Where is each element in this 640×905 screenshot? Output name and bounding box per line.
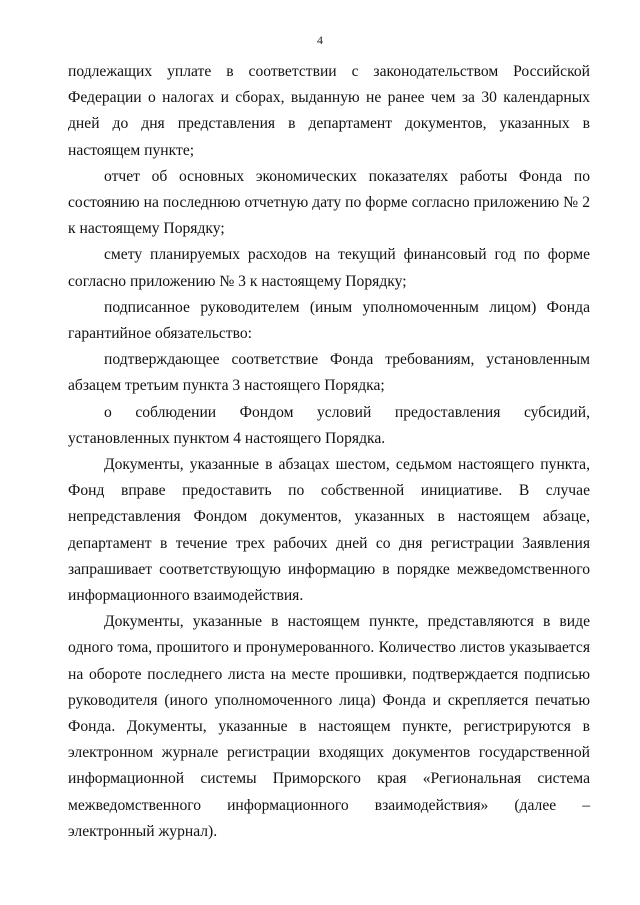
- paragraph-2: отчет об основных экономических показателях работы Фонда по состоянию на последнюю отчетную дату по форме согласно приложению № 2 к настоящему Порядку;: [68, 167, 590, 238]
- paragraph-1: подлежащих уплате в соответствии с законодательством Российской Федерации о налогах и сборах, выданную не ранее чем за 30 календарных дней до дня представления в департамент документов, указанных в настоящем пункте;: [68, 63, 590, 159]
- paragraph-8: Документы, указанные в настоящем пункте, представляются в виде одного тома, прошитого и пронумерованного. Количество листов указывается на обороте последнего листа на месте прошивки, подтверждается подписью руководителя (иного уполномоченного лица) Фонда и скрепляется печатью Фонда. Документы, указанные в настоящем пункте, регистрируются в электронном журнале регистрации входящих документов государственной информационной системы Приморского края «Региональная система межведомственного информационного взаимодействия» (далее – электронный журнал).: [68, 613, 590, 840]
- paragraph-4: подписанное руководителем (иным уполномоченным лицом) Фонда гарантийное обязательство:: [68, 298, 590, 343]
- paragraph-5: подтверждающее соответствие Фонда требованиям, установленным абзацем третьим пункта 3 настоящего Порядка;: [68, 351, 590, 395]
- document-body: [68, 59, 590, 845]
- paragraph-7: Документы, указанные в абзацах шестом, седьмом настоящего пункта, Фонд вправе предоставить по собственной инициативе. В случае непредставления Фондом документов, указанных в настоящем абзаце, департамент в течение трех рабочих дней со дня регистрации Заявления запрашивает соответствующую информацию в порядке межведомственного информационного взаимодействия.: [68, 456, 590, 605]
- page-number: 4: [317, 33, 323, 47]
- paragraph-3: смету планируемых расходов на текущий финансовый год по форме согласно приложению № 3 к настоящему Порядку;: [68, 246, 590, 290]
- paragraph-6: о соблюдении Фондом условий предоставления субсидий, установленных пунктом 4 настоящего Порядка.: [68, 403, 590, 447]
